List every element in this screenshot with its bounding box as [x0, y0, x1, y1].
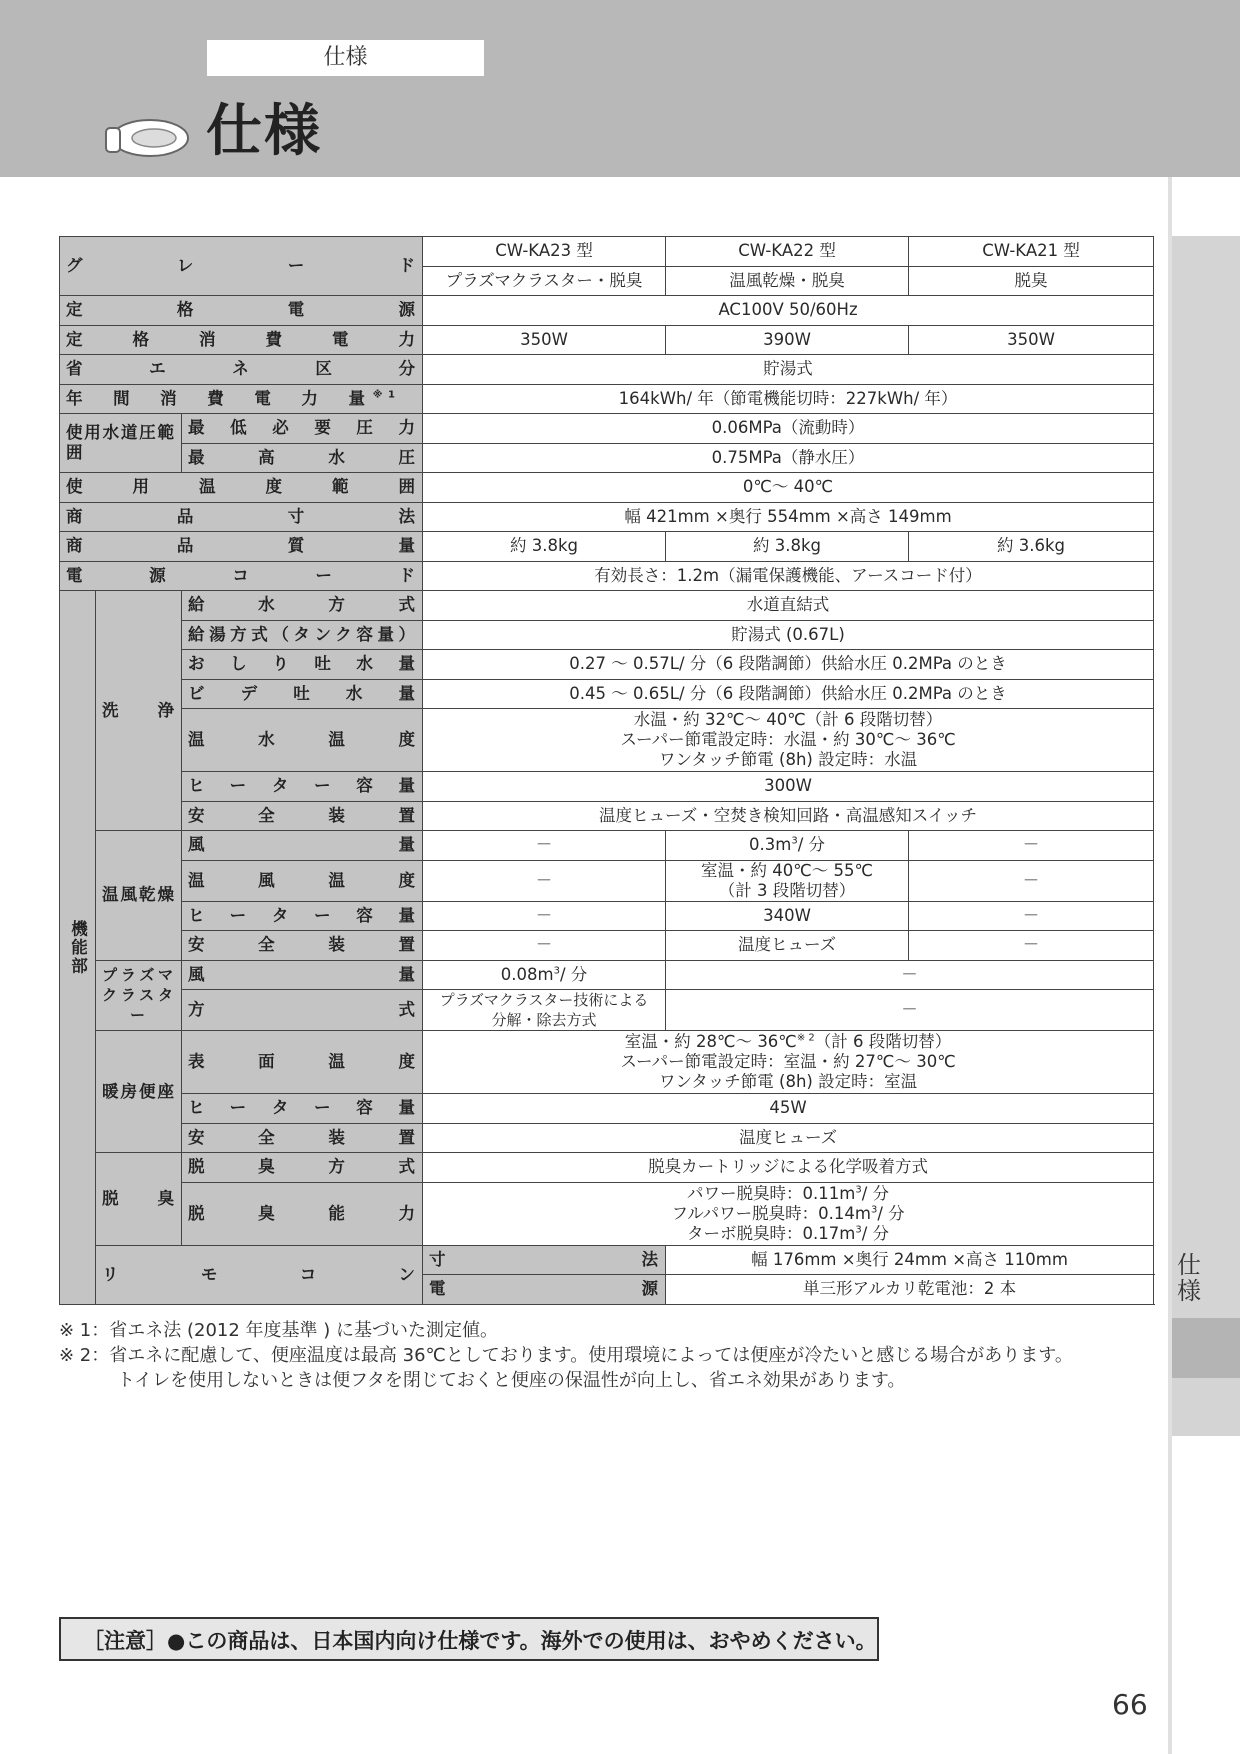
row-header: 寸法: [423, 1245, 666, 1275]
cell-line: ワンタッチ節電 (8h) 設定時：室温: [658, 1072, 918, 1091]
cell-value: [423, 960, 666, 990]
cell-line: [427, 1184, 1149, 1204]
cell-value: 0℃～ 40℃: [423, 473, 1154, 503]
section-header-warm-air-dry: 温風乾燥: [96, 831, 182, 961]
cell-value: 脱臭カートリッジによる化学吸着方式: [423, 1153, 1154, 1183]
cell-value: 水道直結式: [423, 591, 1154, 621]
section-header-deodorize: 脱臭: [96, 1153, 182, 1246]
table-row: [60, 860, 1154, 901]
cell-value: 0.75MPa（静水圧）: [423, 443, 1154, 473]
cell-line: ワンタッチ節電 (8h) 設定時：水温: [658, 750, 918, 769]
row-header: 給湯方式（タンク容量）: [182, 620, 423, 650]
cell-value: －: [666, 990, 1154, 1031]
cell-value: －: [423, 860, 666, 901]
model-feature: プラズマクラスター・脱臭: [423, 266, 666, 296]
value-text: 室温・約 28℃～ 36℃: [624, 1032, 797, 1051]
cell-value: －: [909, 901, 1154, 931]
cell-value: 約 3.8kg: [423, 532, 666, 562]
cell-value: －: [423, 831, 666, 861]
cell-line: [427, 1204, 1149, 1224]
table-row: [60, 561, 1154, 591]
cell-value: 164kWh/ 年（節電機能切時：227kWh/ 年）: [423, 384, 1154, 414]
footnote-marker: ※ 2: [796, 1032, 815, 1044]
cell-value: 温度ヒューズ・空焚き検知回路・高温感知スイッチ: [423, 801, 1154, 831]
section-header-function: 機能部: [60, 591, 96, 1305]
section-header-remote: リモコン: [96, 1245, 423, 1304]
cell-value: －: [909, 860, 1154, 901]
cell-line: 室温・約 40℃～ 55℃: [701, 860, 874, 880]
page-title: 仕様: [206, 99, 322, 164]
cell-value: AC100V 50/60Hz: [423, 296, 1154, 326]
cell-value: 350W: [909, 325, 1154, 355]
section-header-plasma: プラズマクラスター: [96, 960, 182, 1031]
table-row: [60, 1094, 1154, 1124]
row-header: 商品寸法: [60, 502, 423, 532]
cell-value-multiline: [423, 709, 1154, 772]
cell-value-multiline: [423, 1031, 1154, 1094]
cell-value: 幅 176mm ×奥行 24mm ×高さ 110mm: [666, 1245, 1154, 1275]
row-header: 表面温度: [182, 1031, 423, 1094]
cell-value: 350W: [423, 325, 666, 355]
value-superscript: 3: [791, 835, 798, 847]
row-header: おしり吐水量: [182, 650, 423, 680]
model-name: CW-KA22 型: [666, 237, 909, 267]
row-header: 定格電源: [60, 296, 423, 326]
table-row: [60, 650, 1154, 680]
value-text: （計 6 段階切替）: [814, 1032, 952, 1051]
cell-value: 温度ヒューズ: [666, 931, 909, 961]
cell-line: 分解・除去方式: [491, 1011, 597, 1029]
caution-notice: ［注意］●この商品は、日本国内向け仕様です。海外での使用は、おやめください。: [59, 1617, 879, 1661]
table-row: [60, 414, 1154, 444]
row-header: 最高水圧: [182, 443, 423, 473]
table-row: [60, 831, 1154, 861]
row-header: 電源: [423, 1275, 666, 1305]
row-header-grade: グレード: [60, 237, 423, 296]
model-name: CW-KA21 型: [909, 237, 1154, 267]
row-header: 方式: [182, 990, 423, 1031]
value-superscript: 3: [855, 1224, 862, 1235]
row-header: 風量: [182, 960, 423, 990]
value-text: フルパワー脱臭時：0.14m: [671, 1203, 871, 1223]
cell-value: 340W: [666, 901, 909, 931]
table-row: [60, 237, 1154, 267]
cell-value: 390W: [666, 325, 909, 355]
table-row: [60, 532, 1154, 562]
cell-value: 45W: [423, 1094, 1154, 1124]
cell-value: 有効長さ：1.2m（漏電保護機能、アースコード付）: [423, 561, 1154, 591]
value-superscript: 3: [855, 1184, 862, 1195]
row-header: 安全装置: [182, 801, 423, 831]
row-group-header: 使用水道圧範囲: [60, 414, 182, 473]
table-row: [60, 325, 1154, 355]
model-feature: 温風乾燥・脱臭: [666, 266, 909, 296]
table-row: [60, 990, 1154, 1031]
value-unit: / 分: [861, 1223, 890, 1243]
table-row: [60, 1245, 1154, 1275]
page-number: 66: [1112, 1688, 1148, 1721]
row-header: 給水方式: [182, 591, 423, 621]
cell-line: [427, 1224, 1149, 1244]
footnote-2: ※ 2：省エネに配慮して、便座温度は最高 36℃としております。使用環境によっては便座が冷たいと感じる場合があります。: [59, 1345, 1073, 1366]
cell-value: －: [666, 960, 1154, 990]
table-row: [60, 960, 1154, 990]
table-row: [60, 443, 1154, 473]
footnote-2-continued: トイレを使用しないときは便フタを閉じておくと便座の保温性が向上し、省エネ効果があります。: [117, 1370, 906, 1391]
cell-value: 300W: [423, 772, 1154, 802]
cell-value-multiline: [423, 1182, 1154, 1245]
toilet-seat-icon: [102, 108, 192, 162]
row-header: 温水温度: [182, 709, 423, 772]
value-text: パワー脱臭時：0.11m: [687, 1183, 856, 1203]
value-text: ターボ脱臭時：0.17m: [687, 1223, 856, 1243]
row-header: 風量: [182, 831, 423, 861]
spec-table: [59, 236, 1154, 1305]
value-unit: / 分: [559, 964, 588, 984]
table-row: [60, 296, 1154, 326]
section-header-wash: 洗浄: [96, 591, 182, 831]
cell-value: －: [423, 901, 666, 931]
row-header: 最低必要圧力: [182, 414, 423, 444]
row-header: 定格消費電力: [60, 325, 423, 355]
cell-value: 0.06MPa（流動時）: [423, 414, 1154, 444]
row-header: 安全装置: [182, 1123, 423, 1153]
row-header: 温風温度: [182, 860, 423, 901]
table-row: [60, 384, 1154, 414]
cell-value: 貯湯式 (0.67L): [423, 620, 1154, 650]
table-row: [60, 620, 1154, 650]
table-row: [60, 473, 1154, 503]
row-header: [60, 384, 423, 414]
table-row: [60, 679, 1154, 709]
row-header-label: 年間消費電力量: [66, 388, 366, 408]
value-superscript: 3: [553, 965, 560, 977]
value-unit: / 分: [797, 835, 826, 855]
cell-value: －: [909, 931, 1154, 961]
cell-line: 水温・約 32℃～ 40℃（計 6 段階切替）: [633, 710, 943, 729]
table-row: [60, 502, 1154, 532]
footnote-marker: ※ 1: [372, 389, 396, 401]
table-row: [60, 1153, 1154, 1183]
table-row: [60, 801, 1154, 831]
table-row: [60, 772, 1154, 802]
cell-line: （計 3 段階切替）: [718, 880, 856, 900]
table-row: [60, 355, 1154, 385]
value-text: 0.3m: [749, 835, 792, 855]
cell-value: [666, 831, 909, 861]
value-unit: / 分: [877, 1203, 905, 1223]
cell-line: プラズマクラスター技術による: [439, 991, 649, 1009]
cell-value: 0.45 ～ 0.65L/ 分（6 段階調節）供給水圧 0.2MPa のとき: [423, 679, 1154, 709]
row-header: 使用温度範囲: [60, 473, 423, 503]
table-row: [60, 591, 1154, 621]
cell-value: －: [423, 931, 666, 961]
section-header-heated-seat: 暖房便座: [96, 1031, 182, 1153]
table-row: [60, 1182, 1154, 1245]
row-header: ヒーター容量: [182, 772, 423, 802]
row-header: ヒーター容量: [182, 901, 423, 931]
row-header: 脱臭方式: [182, 1153, 423, 1183]
footnote-1: ※ 1：省エネ法 (2012 年度基準 ) に基づいた測定値。: [59, 1320, 498, 1341]
cell-value: 温度ヒューズ: [423, 1123, 1154, 1153]
cell-value: 約 3.8kg: [666, 532, 909, 562]
model-name: CW-KA23 型: [423, 237, 666, 267]
cell-value-multiline: [666, 860, 909, 901]
table-row: [60, 1123, 1154, 1153]
row-header: ヒーター容量: [182, 1094, 423, 1124]
row-header: 省エネ区分: [60, 355, 423, 385]
cell-value: 幅 421mm ×奥行 554mm ×高さ 149mm: [423, 502, 1154, 532]
table-row: [60, 1031, 1154, 1094]
side-index-active-tab: [1172, 1318, 1240, 1378]
model-feature: 脱臭: [909, 266, 1154, 296]
row-header: 電源コード: [60, 561, 423, 591]
cell-line: スーパー節電設定時：水温・約 30℃～ 36℃: [620, 730, 956, 749]
row-header: 商品質量: [60, 532, 423, 562]
cell-value: －: [909, 831, 1154, 861]
cell-value: 0.27 ～ 0.57L/ 分（6 段階調節）供給水圧 0.2MPa のとき: [423, 650, 1154, 680]
value-text: 0.08m: [500, 964, 554, 984]
value-unit: / 分: [861, 1183, 890, 1203]
cell-line: [427, 1032, 1149, 1052]
table-row: [60, 931, 1154, 961]
cell-line: スーパー節電設定時：室温・約 27℃～ 30℃: [620, 1052, 956, 1071]
cell-value: 単三形アルカリ乾電池：2 本: [666, 1275, 1154, 1305]
footnotes: [59, 1318, 1169, 1393]
cell-value: 貯湯式: [423, 355, 1154, 385]
row-header: ビデ吐水量: [182, 679, 423, 709]
header-tab-label: 仕様: [207, 40, 484, 76]
side-index-label: 仕様: [1177, 1251, 1201, 1305]
row-header: 脱臭能力: [182, 1182, 423, 1245]
cell-value: 約 3.6kg: [909, 532, 1154, 562]
table-row: [60, 901, 1154, 931]
table-row: [60, 709, 1154, 772]
cell-value-multiline: [423, 990, 666, 1031]
value-superscript: 3: [870, 1204, 878, 1215]
row-header: 安全装置: [182, 931, 423, 961]
